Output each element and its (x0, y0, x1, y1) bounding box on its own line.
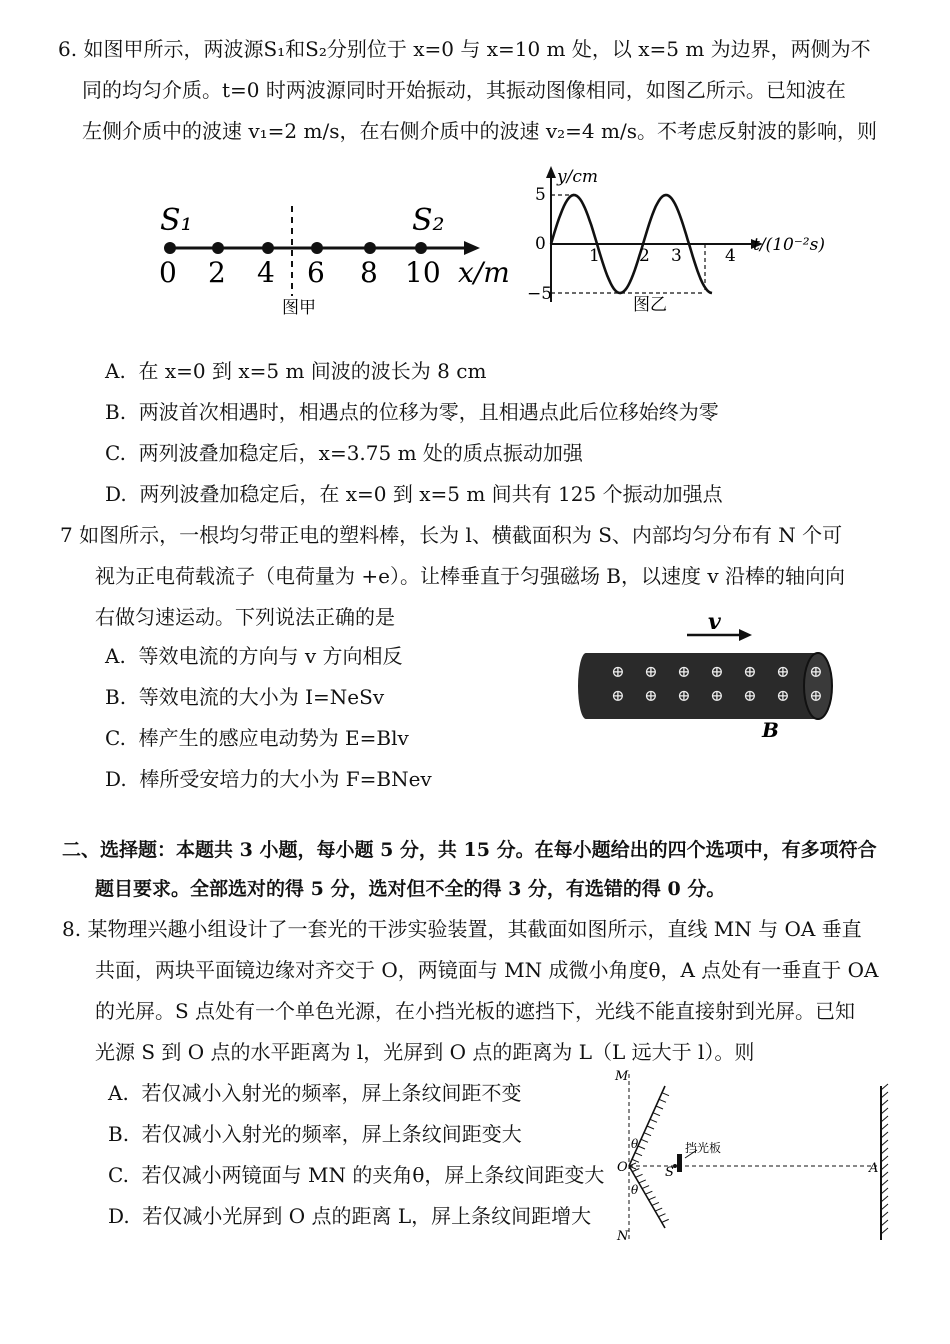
mirror-interference-figure (605, 1064, 895, 1244)
source-s2-label: S₂ (412, 203, 445, 238)
q8-option-d (108, 1203, 591, 1229)
option-key: B. (105, 400, 127, 424)
label-theta-lower: θ (631, 1183, 639, 1197)
option-key: C. (105, 726, 126, 750)
xtick-1: 1 (589, 246, 600, 266)
option-key: B. (108, 1122, 130, 1146)
label-m: M (615, 1069, 629, 1084)
option-key: D. (108, 1204, 130, 1228)
q7-option-b (105, 684, 384, 710)
tick-4: 4 (257, 256, 275, 289)
option-key: D. (105, 482, 127, 506)
q7-option-d (105, 766, 432, 792)
charge-symbol: ⊕ (611, 686, 625, 705)
option-text: 若仅减小入射光的频率，屏上条纹间距不变 (141, 1081, 522, 1105)
option-key: A. (105, 644, 126, 668)
velocity-label: v (708, 609, 721, 635)
q7-line2: 视为正电荷载流子（电荷量为 +e）。让棒垂直于匀强磁场 B，以速度 v 沿棒的轴向向 (95, 564, 846, 588)
tick-8: 8 (360, 256, 378, 289)
charge-symbol: ⊕ (743, 662, 757, 681)
charge-symbol: ⊕ (677, 686, 691, 705)
source-s1-label: S₁ (160, 203, 193, 238)
option-text: 两波首次相遇时，相遇点的位移为零，且相遇点此后位移始终为零 (138, 400, 719, 424)
charge-symbol: ⊕ (611, 662, 625, 681)
label-a: A (869, 1161, 879, 1176)
option-text: 两列波叠加稳定后，在 x=0 到 x=5 m 间共有 125 个振动加强点 (139, 482, 723, 506)
option-key: C. (105, 441, 126, 465)
charge-symbol: ⊕ (809, 686, 823, 705)
field-label-b: B (762, 718, 779, 742)
q8-line3: 的光屏。S 点处有一个单色光源，在小挡光板的遮挡下，光线不能直接射到光屏。已知 (95, 999, 856, 1023)
xtick-4: 4 (725, 246, 736, 266)
xtick-2: 2 (639, 246, 650, 266)
charge-symbol: ⊕ (809, 662, 823, 681)
option-text: 两列波叠加稳定后，x=3.75 m 处的质点振动加强 (138, 441, 583, 465)
option-key: D. (105, 767, 127, 791)
y-axis-label: y/cm (557, 167, 598, 187)
option-text: 若仅减小光屏到 O 点的距离 L，屏上条纹间距增大 (142, 1204, 592, 1228)
label-n: N (617, 1229, 629, 1244)
tick-2: 2 (208, 256, 226, 289)
charge-symbol: ⊕ (776, 686, 790, 705)
charge-symbol: ⊕ (710, 686, 724, 705)
q6-option-d (105, 481, 723, 507)
charge-symbol: ⊕ (644, 686, 658, 705)
q7-option-a (105, 643, 403, 669)
q8-line1: 8. 某物理兴趣小组设计了一套光的干涉实验装置，其截面如图所示，直线 MN 与 OA 垂直 (62, 917, 862, 941)
q7-line3: 右做匀速运动。下列说法正确的是 (95, 605, 395, 629)
q8-option-b (108, 1121, 522, 1147)
figure-jia-caption: 图甲 (282, 298, 316, 318)
option-text: 在 x=0 到 x=5 m 间波的波长为 8 cm (138, 359, 487, 383)
option-key: A. (108, 1081, 129, 1105)
q6-line2: 同的均匀介质。t=0 时两波源同时开始振动，其振动图像相同，如图乙所示。已知波在 (82, 78, 846, 102)
q6-option-a (105, 358, 486, 384)
option-key: A. (105, 359, 126, 383)
option-text: 若仅减小两镜面与 MN 的夹角θ，屏上条纹间距变大 (141, 1163, 605, 1187)
q8-line4: 光源 S 到 O 点的水平距离为 l，光屏到 O 点的距离为 L（L 远大于 l）。则 (95, 1040, 755, 1064)
section2-line1: 二、选择题：本题共 3 小题，每小题 5 分，共 15 分。在每小题给出的四个选项中，有多项符合 (62, 839, 877, 861)
q7-line1: 7 如图所示，一根均匀带正电的塑料棒，长为 l、横截面积为 S、内部均匀分布有 N 个可 (60, 523, 843, 547)
q6-option-b (105, 399, 719, 425)
q8-line2: 共面，两块平面镜边缘对齐交于 O，两镜面与 MN 成微小角度θ，A 点处有一垂直于 OA (95, 958, 879, 982)
charge-symbol: ⊕ (677, 662, 691, 681)
q7-option-c (105, 725, 409, 751)
x-axis-label-t: t/(10⁻²s) (753, 235, 825, 255)
q8-option-a (108, 1080, 522, 1106)
option-text: 若仅减小入射光的频率，屏上条纹间距变大 (141, 1122, 522, 1146)
q6-line3: 左侧介质中的波速 v₁=2 m/s，在右侧介质中的波速 v₂=4 m/s。不考虑反射波的影响，则 (82, 119, 877, 143)
option-key: C. (108, 1163, 129, 1187)
option-text: 等效电流的大小为 I=NeSv (138, 685, 385, 709)
figure-jia (150, 160, 530, 320)
ytick-0: 0 (535, 234, 546, 254)
tick-10: 10 (405, 256, 441, 289)
figure-yi (515, 160, 835, 320)
section2-line2: 题目要求。全部选对的得 5 分，选对但不全的得 3 分，有选错的得 0 分。 (95, 878, 726, 900)
option-key: B. (105, 685, 127, 709)
q6-option-c (105, 440, 583, 466)
figure-yi-caption: 图乙 (633, 295, 667, 315)
label-s: S (665, 1165, 674, 1180)
q6-line1: 6. 如图甲所示，两波源S₁和S₂分别位于 x=0 与 x=10 m 处，以 x=5 m 为边界，两侧为不 (58, 37, 871, 61)
charge-symbol: ⊕ (644, 662, 658, 681)
label-theta-upper: θ (631, 1137, 639, 1151)
q8-option-c (108, 1162, 604, 1188)
charge-symbol: ⊕ (710, 662, 724, 681)
charged-rod-figure (572, 605, 842, 755)
tick-6: 6 (307, 256, 325, 289)
ytick-minus5: −5 (527, 284, 553, 304)
label-o: O (617, 1160, 628, 1175)
option-text: 棒产生的感应电动势为 E=Blv (138, 726, 409, 750)
tick-0: 0 (159, 256, 177, 289)
x-axis-label: x/m (458, 256, 510, 289)
xtick-3: 3 (671, 246, 682, 266)
option-text: 等效电流的方向与 v 方向相反 (138, 644, 403, 668)
ytick-5: 5 (535, 185, 546, 205)
charge-symbol: ⊕ (743, 686, 757, 705)
charge-symbol: ⊕ (776, 662, 790, 681)
option-text: 棒所受安培力的大小为 F=BNev (139, 767, 432, 791)
baffle-label: 挡光板 (685, 1141, 722, 1155)
